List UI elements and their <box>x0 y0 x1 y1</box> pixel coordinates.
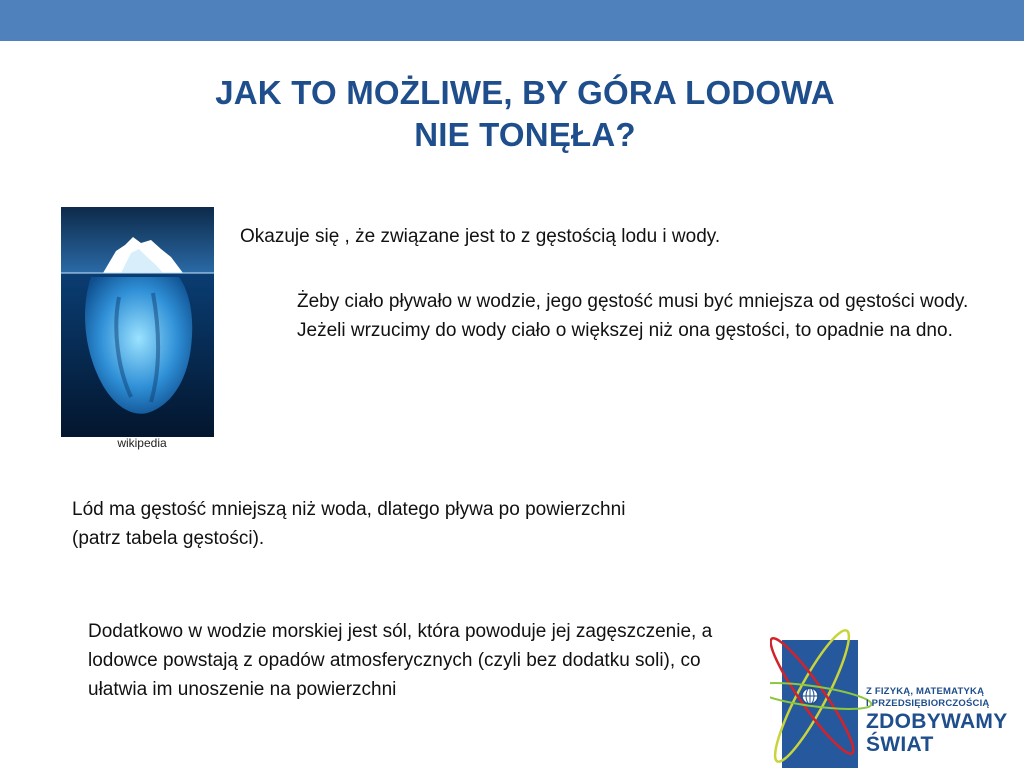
logo-line-1: Z FIZYKĄ, MATEMATYKĄ <box>866 686 985 697</box>
paragraph-ice-density <box>72 495 772 553</box>
paragraph-floating-line-2: Jeżeli wrzucimy do wody ciało o większej niż ona gęstości, to opadnie na dno. <box>297 320 953 341</box>
slide-title <box>120 72 930 156</box>
header-bar <box>0 0 1024 41</box>
logo-line-4: ŚWIAT <box>866 733 934 756</box>
title-line-2: NIE TONĘŁA? <box>414 116 636 153</box>
logo-line-3: ZDOBYWAMY <box>866 710 1008 733</box>
paragraph-floating-rule <box>297 287 987 345</box>
title-line-1: JAK TO MOŻLIWE, BY GÓRA LODOWA <box>215 74 835 111</box>
image-caption: wikipedia <box>117 436 167 450</box>
paragraph-ice-line-1: Lód ma gęstość mniejszą niż woda, dlatego pływa po powierzchni <box>72 499 626 520</box>
paragraph-ice-line-2: (patrz tabela gęstości). <box>72 528 265 549</box>
logo-text <box>866 686 1024 756</box>
paragraph-intro: Okazuje się , że związane jest to z gęstością lodu i wody. <box>240 226 721 247</box>
iceberg-photo <box>61 207 214 437</box>
paragraph-floating-line-1: Żeby ciało pływało w wodzie, jego gęstość musi być mniejsza od gęstości wody. <box>297 291 969 312</box>
logo-line-2: I PRZEDSIĘBIORCZOŚCIĄ <box>866 698 990 709</box>
paragraph-sea-salt: Dodatkowo w wodzie morskiej jest sól, która powoduje jej zagęszczenie, a lodowce powstają z opadów atmosferycznych (czyli bez dodatku soli), co ułatwia im unoszenie na powierzchni <box>88 621 713 700</box>
